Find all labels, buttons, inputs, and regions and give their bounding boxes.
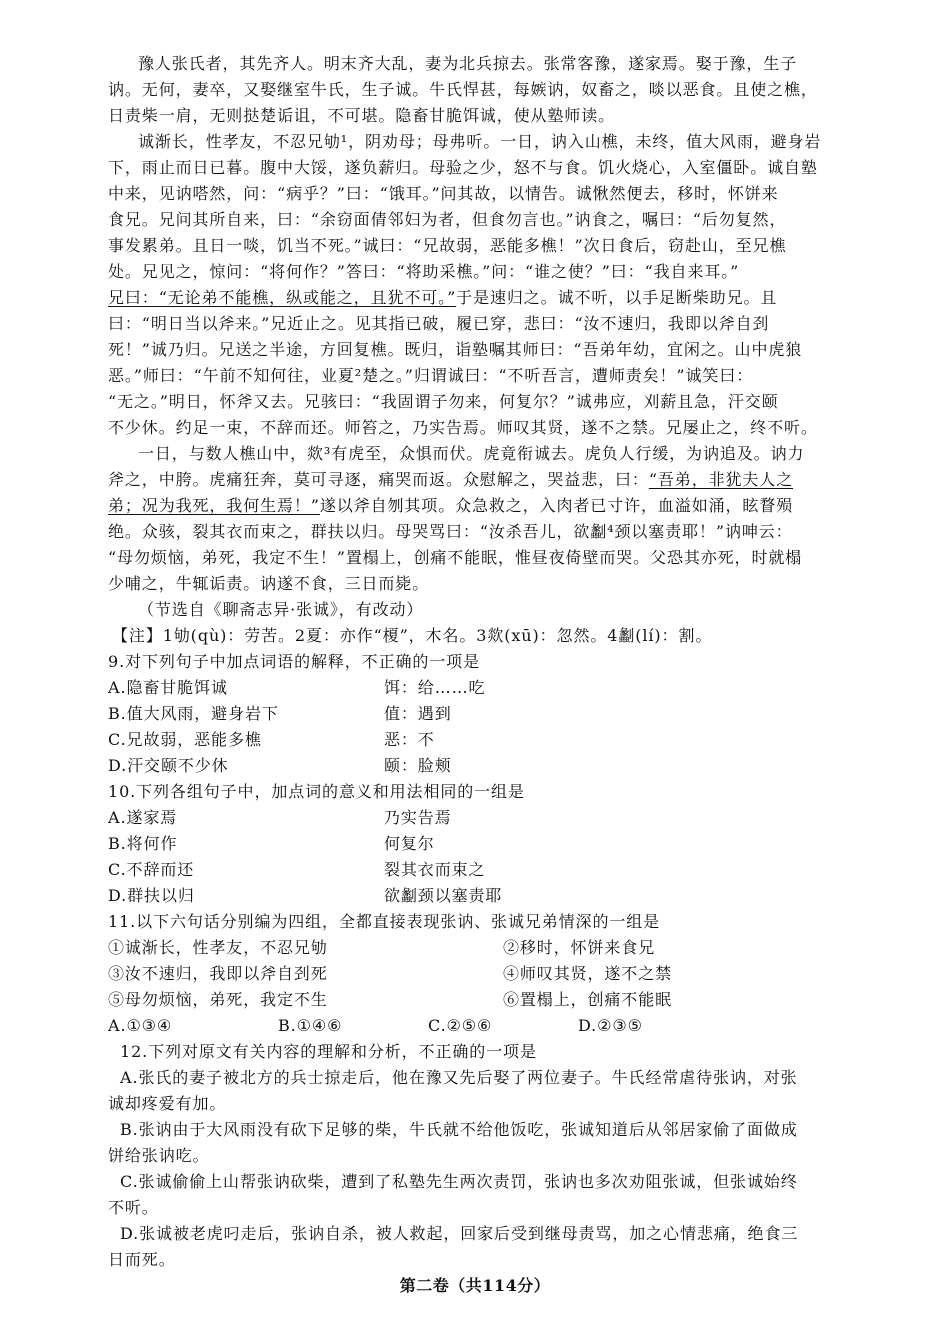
q11-item: ⑥置榻上，创痛不能眠: [503, 990, 673, 1009]
passage-line: 中来，见讷嗒然，问：“病乎？”曰：“饿耳。”问其故，以情告。诚愀然便去，移时，怀饼来: [108, 184, 779, 203]
passage-line: [108, 470, 793, 490]
question-10-stem: 10.下列各组句子中，加点词的意义和用法相同的一组是: [108, 782, 525, 801]
q10-option-c-pair: 裂其衣而束之: [384, 860, 486, 879]
q9-option-a-gloss: 饵：给……吃: [384, 678, 486, 697]
q10-option-a: A.遂家焉: [108, 808, 178, 827]
q9-option-d: D.汗交颐不少休: [108, 756, 229, 775]
passage-line: 不少休。约足一束，不辞而还。师笞之，乃实告焉。师叹其贤，遂不之禁。兄屡止之，终不听。: [108, 418, 818, 437]
passage-line: [108, 288, 777, 308]
passage-line: 死！”诚乃归。兄送之半途，方回复樵。既归，诣塾嘱其师曰：“吾弟年幼，宜闲之。山中虎狼: [108, 340, 803, 359]
passage-line: 下，雨止而日已暮。腹中大馁，遂负薪归。母验之少，怒不与食。饥火烧心，入室僵卧。诚自塾: [108, 158, 818, 177]
q9-option-c: C.兄故弱，恶能多樵: [108, 730, 262, 749]
passage-line: 少哺之，牛辄诟责。讷遂不食，三日而毙。: [108, 574, 430, 593]
q9-option-b-gloss: 值：遇到: [384, 704, 452, 723]
passage-line: 豫人张氏者，其先齐人。明末齐大乱，妻为北兵掠去。张常客豫，遂家焉。娶于豫，生子: [138, 54, 798, 73]
passage-line: 日责柴一肩，无则挞楚诟诅，不可堪。隐畜甘脆饵诚，使从塾师读。: [108, 106, 616, 125]
q12-option-d: D.张诚被老虎叼走后，张讷自杀，被人救起，回家后受到继母责骂，加之心情悲痛，绝食三: [120, 1224, 799, 1243]
passage-line: [108, 496, 793, 516]
q12-option-b-cont: 饼给张讷吃。: [108, 1146, 210, 1165]
underlined-sentence: 弟；况为我死，我何生焉！”: [108, 496, 320, 515]
passage-fragment: 遂以斧自刎其项。众急救之，入肉者已寸许，血溢如涌，眩瞀殒: [319, 496, 794, 515]
passage-line: 讷。无何，妻卒，又娶继室牛氏，生子诚。牛氏悍甚，每嫉讷，奴畜之，啖以恶食。且使之樵，: [108, 80, 818, 99]
underlined-sentence: 兄曰：“无论弟不能樵，纵或能之，且犹不可。”: [108, 288, 457, 307]
q11-choice-b: B.①④⑥: [278, 1016, 343, 1035]
q10-option-a-pair: 乃实告焉: [384, 808, 452, 827]
q10-option-d-pair: 欲劙颈以塞责耶: [384, 886, 503, 905]
q10-option-c: C.不辞而还: [108, 860, 195, 879]
q12-option-c-cont: 不听。: [108, 1198, 159, 1217]
question-11-stem: 11.以下六句话分别编为四组，全都直接表现张讷、张诚兄弟情深的一组是: [108, 912, 661, 931]
q9-option-a: A.隐畜甘脆饵诚: [108, 678, 228, 697]
q9-option-d-gloss: 颐：脸颊: [384, 756, 452, 775]
question-9-stem: 9.对下列句子中加点词语的解释，不正确的一项是: [108, 652, 480, 671]
passage-line: “母勿烦恼，弟死，我定不生！”置榻上，创痛不能眠，惟昼夜倚壁而哭。父恐其亦死，时就榻: [108, 548, 803, 567]
q12-option-c: C.张诚偷偷上山帮张讷砍柴，遭到了私塾先生两次责罚，张讷也多次劝阻张诚，但张诚始终: [120, 1172, 798, 1191]
passage-line: 绝。众骇，裂其衣而束之，群扶以归。母哭骂曰：“汝杀吾儿，欲劙⁴颈以塞责耶！”讷呻云：: [108, 522, 793, 541]
q10-option-b: B.将何作: [108, 834, 178, 853]
passage-fragment: 斧之，中胯。虎痛狂奔，莫可寻逐，痛哭而返。众慰解之，哭益悲，曰：: [108, 470, 649, 489]
passage-line: 事发累弟。且日一啖，饥当不死。”诚曰：“兄故弱，恶能多樵！”次日食后，窃赴山，至兄樵: [108, 236, 787, 255]
q11-item: ③汝不速归，我即以斧自刭死: [108, 964, 328, 983]
passage-source: （节选自《聊斋志异·张诚》，有改动）: [138, 600, 424, 619]
q10-option-d: D.群扶以归: [108, 886, 195, 905]
q11-item: ⑤母勿烦恼，弟死，我定不生: [108, 990, 328, 1009]
passage-line: 诚渐长，性孝友，不忍兄劬¹，阴劝母；母弗听。一日，讷入山樵，未终，值大风雨，避身岩: [138, 132, 822, 151]
q11-item: ②移时，怀饼来食兄: [503, 938, 656, 957]
underlined-sentence: “吾弟，非犹夫人之: [648, 470, 794, 489]
passage-line: 曰：“明日当以斧来。”兄近止之。见其指已破，履已穿，悲曰：“汝不速归，我即以斧自刭: [108, 314, 770, 333]
passage-line: “无之。”明日，怀斧又去。兄骇曰：“我固谓子勿来，何复尔？”诚弗应，刈薪且急，汗交颐: [108, 392, 779, 411]
q11-choice-c: C.②⑤⑥: [428, 1016, 493, 1035]
passage-line: 食兄。兄问其所自来，曰：“余窃面倩邻妇为者，但食勿言也。”讷食之，嘱曰：“后勿复然，: [108, 210, 787, 229]
q11-choice-a: A.①③④: [108, 1016, 173, 1035]
q11-item: ①诚渐长，性孝友，不忍兄劬: [108, 938, 328, 957]
q12-option-d-cont: 日而死。: [108, 1250, 176, 1269]
section-title: 第二卷（共114分）: [399, 1276, 551, 1295]
footnote: 【注】1劬(qù)：劳苦。2夏：亦作“榎”，木名。3欻(xū)：忽然。4劙(lí)：割。: [112, 626, 713, 645]
passage-line: 处。兄见之，惊问：“将何作？”答曰：“将助采樵。”问：“谁之使？”曰：“我自来耳。”: [108, 262, 740, 281]
passage-line: 一日，与数人樵山中，欻³有虎至，众惧而伏。虎竟衔诚去。虎负人行缓，为讷追及。讷力: [138, 444, 805, 463]
q12-option-b: B.张讷由于大风雨没有砍下足够的柴，牛氏就不给他饭吃，张诚知道后从邻居家偷了面做成: [120, 1120, 798, 1139]
q10-option-b-pair: 何复尔: [384, 834, 435, 853]
q11-choice-d: D.②③⑤: [578, 1016, 643, 1035]
q11-item: ④师叹其贤，遂不之禁: [503, 964, 673, 983]
q12-option-a: A.张氏的妻子被北方的兵士掠走后，他在豫又先后娶了两位妻子。牛氏经常虐待张讷，对张: [120, 1068, 798, 1087]
q12-option-a-cont: 诚却疼爱有加。: [108, 1094, 227, 1113]
question-12-stem: 12.下列对原文有关内容的理解和分析，不正确的一项是: [120, 1042, 537, 1061]
q9-option-c-gloss: 恶：不: [384, 730, 435, 749]
q9-option-b: B.值大风雨，避身岩下: [108, 704, 279, 723]
passage-line: 恶。”师曰：“午前不知何往，业夏²楚之。”归谓诚曰：“不听吾言，遭师责矣！”诚笑曰：: [108, 366, 754, 385]
passage-fragment: 于是速归之。诚不听，以手足断柴助兄。且: [456, 288, 778, 307]
